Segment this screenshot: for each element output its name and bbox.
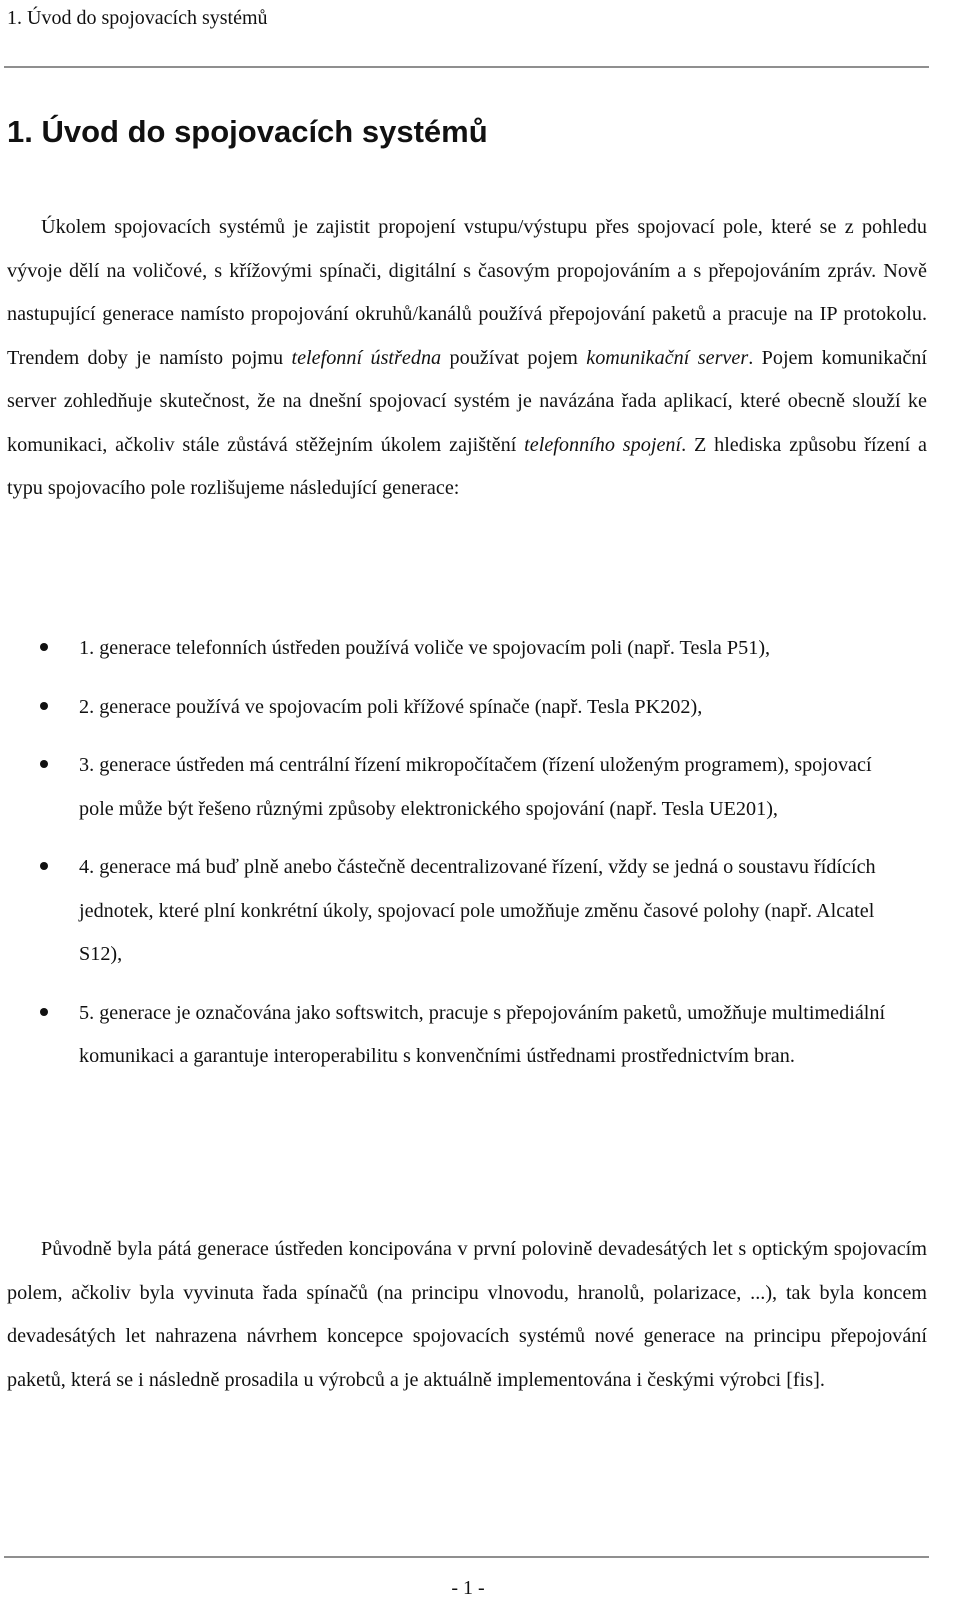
- intro-text-c: . Pojem komunikační server zohledňuje skutečnost, že na dnešní spojovací systém je navázána řada aplikací, které obecně slouží ke komunikaci, ačkoliv stále zůstává stěžejním úkolem zajištění: [7, 346, 927, 456]
- bullet-icon: [40, 1008, 48, 1016]
- closing-paragraph: [7, 1228, 927, 1402]
- list-item-text: 3. generace ústředen má centrální řízení mikropočítačem (řízení uloženým programem), spojovací pole může být řešeno různými způsoby elektronického spojování (např. Tesla UE201),: [79, 754, 872, 820]
- list-item: [0, 992, 899, 1079]
- generations-list: [0, 627, 930, 1079]
- bullet-icon: [40, 862, 48, 870]
- list-item-text: 2. generace používá ve spojovacím poli křížové spínače (např. Tesla PK202),: [79, 695, 703, 718]
- intro-text-b: používat pojem: [441, 346, 587, 369]
- list-item-text: 4. generace má buď plně anebo částečně decentralizované řízení, vždy se jedná o soustavu řídících jednotek, které plní konkrétní úkoly, spojovací pole umožňuje změnu časové polohy (např. Alcatel S12),: [79, 856, 876, 965]
- list-item-text: 1. generace telefonních ústředen používá voliče ve spojovacím poli (např. Tesla P51),: [79, 637, 771, 659]
- intro-text-a: Úkolem spojovacích systémů je zajistit propojení vstupu/výstupu přes spojovací pole, které se z pohledu vývoje dělí na voličové, s křížovými spínači, digitální s časovým propojováním a s přepojováním zpráv. Nově nastupující generace namísto propojování okruhů/kanálů používá přepojování paketů a pracuje na IP protokolu. Trendem doby je namísto pojmu: [7, 216, 927, 369]
- list-item-text: 5. generace je označována jako softswitch, pracuje s přepojováním paketů, umožňuje multimediální komunikaci a garantuje interoperabilitu s konvenčními ústřednami prostřednictvím bran.: [79, 1001, 886, 1067]
- closing-text: Původně byla pátá generace ústředen koncipována v první polovině devadesátých let s optickým spojovacím polem, ačkoliv byla vyvinuta řada spínačů (na principu vlnovodu, hranolů, polarizace, ...), tak byla koncem devadesátých let nahrazena návrhem koncepce spojovacích systémů nové generace na principu přepojování paketů, která se i následně prosadila u výrobců a je aktuálně implementována i českými výrobci [fis].: [7, 1238, 927, 1391]
- header-divider: [4, 66, 929, 68]
- running-header: 1. Úvod do spojovacích systémů: [7, 7, 268, 29]
- list-item: [0, 744, 899, 831]
- bullet-icon: [40, 702, 48, 710]
- term-telephone-exchange: telefonní ústředna: [291, 346, 442, 369]
- intro-text-d: . Z hlediska způsobu řízení a typu spojovacího pole rozlišujeme následující generace:: [7, 433, 928, 499]
- term-telephone-connection: telefonního spojení: [524, 433, 682, 456]
- list-item: [0, 846, 899, 977]
- list-item: [0, 627, 899, 671]
- bullet-icon: [40, 643, 48, 651]
- page-number: - 1 -: [451, 1577, 485, 1599]
- chapter-title: 1. Úvod do spojovacích systémů: [7, 114, 488, 149]
- list-item: [0, 686, 899, 730]
- intro-paragraph: [7, 206, 927, 511]
- bullet-icon: [40, 760, 48, 768]
- term-communication-server: komunikační server: [586, 346, 749, 369]
- footer-divider: [4, 1556, 929, 1558]
